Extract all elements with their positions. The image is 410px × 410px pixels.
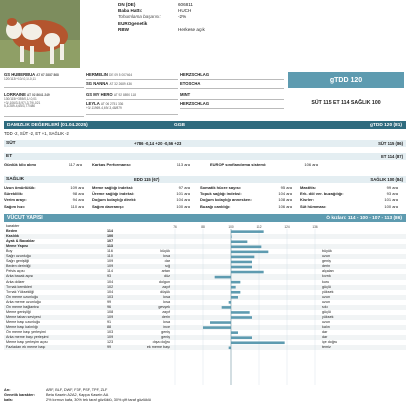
section-saglik — [4, 176, 406, 183]
trait-right-label: sıkı — [322, 304, 328, 309]
trait-bar — [215, 276, 231, 279]
saglik-item — [92, 197, 192, 202]
trait-value: 104 — [107, 279, 114, 284]
trait-bar — [229, 347, 231, 350]
trait-left-label: düz — [164, 274, 170, 279]
saglik-item — [200, 197, 294, 202]
saglik-item — [200, 204, 294, 209]
section-saglik-title: SAĞLIK — [6, 177, 25, 182]
saglik-item-label: Üreme sağlığı indeksi: — [92, 191, 135, 197]
trait-right-label: temiz — [322, 345, 331, 350]
saglik-item-value: 94 ara — [72, 197, 84, 203]
saglik-item-value: 106 ara — [278, 203, 292, 209]
pedigree-mgs: GS MY HERO AT 92 8890 118 — [86, 92, 178, 100]
breeding-values-bar — [4, 121, 406, 129]
trait-left-label: kısa — [163, 254, 170, 259]
trait-bar — [231, 246, 261, 249]
footer-label: kafa: — [4, 398, 13, 403]
trait-value: 108 — [107, 309, 114, 314]
saglik-item-label: Topuk sağlığı indeksi: — [200, 191, 242, 197]
tick-label: 136 — [312, 224, 318, 229]
index-summary: SÜT 115 ET 114 SAĞLIK 100 — [311, 100, 381, 106]
info-value: Herkese açık — [178, 26, 205, 32]
trait-left-label: gevşek — [158, 304, 170, 309]
section-et-index: ET 114 (87) — [381, 154, 403, 159]
saglik-item — [200, 185, 294, 190]
breeding-values-mid: GGB — [174, 122, 185, 128]
trait-bar — [231, 261, 252, 264]
breeding-values-title: DAMIZLIK DEĞERLERİ (01.04.2025) — [7, 122, 88, 128]
pedigree-gd-sire: SG NANNA AT 32 2689 436 — [86, 81, 178, 89]
saglik-item — [300, 191, 400, 196]
saglik-item — [4, 185, 86, 190]
trait-right-label: güçlü — [322, 284, 331, 289]
trait-name: Meme başı kalınlığı — [6, 324, 38, 329]
trait-name: Arka bacak açısı — [6, 274, 34, 279]
saglik-item-label: Uzun ömürlülük: — [4, 185, 36, 190]
tick-label: 124 — [284, 224, 290, 229]
et-item-value: 113 ara — [176, 162, 190, 167]
trait-left-label: derin — [161, 314, 170, 319]
saglik-item-value: 98 ara — [72, 191, 84, 197]
trait-right-label: kuru — [322, 279, 330, 284]
trait-left-label: küçük — [160, 249, 170, 254]
trait-name: Beden derinliği — [6, 264, 31, 269]
saglik-item-value: 100 ara — [384, 203, 398, 209]
footer-value: Beta Kasein A2A2, Kappa Kasein AA — [46, 393, 109, 398]
saglik-item — [4, 204, 86, 209]
trait-left-label: kısa — [163, 319, 170, 324]
trait-right-label: uzun — [322, 294, 330, 299]
info-label: DN (DE) — [118, 2, 136, 7]
trait-name: Sağrı uzunluğu — [6, 254, 31, 259]
trait-bar — [231, 235, 232, 238]
trait-bar — [231, 291, 240, 294]
trait-name: Meme taban seviyesi — [6, 314, 41, 319]
tick-label: 76 — [173, 224, 177, 229]
saglik-item-label: Doğum kolaylığı annesken: — [200, 197, 252, 203]
trait-bar — [231, 230, 264, 233]
trait-bar — [231, 311, 250, 314]
trait-value: 103 — [107, 294, 114, 299]
trait-bar — [231, 316, 252, 319]
bull-photo-image — [0, 0, 80, 68]
trait-name: Boy — [6, 249, 13, 254]
trait-bar-chart — [173, 224, 318, 385]
trait-bar — [231, 240, 247, 243]
bull-info — [118, 2, 318, 33]
trait-header-label: karakter — [6, 224, 20, 228]
trait-bar — [231, 251, 268, 254]
trait-value: 110 — [107, 254, 113, 259]
pedigree-gs-left: GS HUBERBUA AT 67 2887 868 120/113/+10/-0,1/-0,11 — [4, 72, 84, 88]
trait-right-label: alçalan — [322, 269, 334, 274]
pedigree-mgd: LEYLA AT 06 2751 336 +3/-11969-4,69/-3,48/879 — [86, 101, 178, 115]
trait-bar — [231, 271, 264, 274]
et-item-label: Günlük kilo alımı — [4, 162, 37, 167]
saglik-item — [92, 185, 192, 190]
pedigree-sire-breed: HERZSCHLAG — [180, 72, 284, 80]
trait-left-label: zayıf — [162, 284, 170, 289]
pedigree — [0, 72, 410, 118]
footer-value: 2% kırmızı kafa, 30% tek taraf gözlüklü, 30% çift taraf gözlüklü — [46, 398, 151, 403]
trait-value: 109 — [107, 264, 114, 269]
et-item-label: Karkas Performansı: — [92, 162, 132, 167]
gtdd-badge: gTDD 120 — [288, 72, 404, 88]
trait-left-label: ince — [163, 324, 170, 329]
info-label: RBW — [118, 26, 129, 32]
trait-right-label: büyük — [322, 249, 332, 254]
trait-name: Fazladan ek meme başı — [6, 345, 46, 350]
trait-left-label: kısa — [163, 299, 170, 304]
trait-value: 104 — [107, 289, 114, 294]
trait-name: Meme başı uzunluğu — [6, 319, 41, 324]
section-vucut-title: VÜCUT YAPISI — [7, 215, 43, 221]
trait-name: Arka meme uzunluğu — [6, 299, 41, 304]
section-saglik-index: SAĞLIK 100 (84) — [370, 177, 403, 182]
et-item — [92, 162, 192, 167]
trait-right-label: kalın — [322, 324, 330, 329]
trait-bar — [210, 321, 231, 324]
trait-value: 113 — [107, 244, 113, 249]
saglik-item-value: 95 ara — [280, 185, 292, 190]
trait-right-label: geniş — [322, 259, 331, 264]
trait-left-label: geniş — [161, 329, 170, 334]
trait-name: Ön meme uzunluğu — [6, 294, 39, 299]
pedigree-gd-sire-breed: ETOSCHA — [180, 81, 284, 89]
header-area — [0, 0, 410, 68]
trait-right-label: dar — [322, 329, 328, 334]
saglik-item-label: Erk. döl ver. buzağılığı: — [300, 191, 344, 197]
saglik-item-value: 110 ara — [70, 203, 84, 209]
trait-right-label: güçlü — [322, 309, 331, 314]
saglik-item — [4, 191, 86, 196]
trait-value: 99 — [107, 299, 112, 304]
saglik-item-value: 108 ara — [278, 197, 292, 203]
trait-value: 114 — [107, 229, 113, 234]
tick-label: 112 — [256, 224, 262, 229]
trait-name: Meme genişliği — [6, 309, 31, 314]
trait-name: Tırnak Yüksekliği — [6, 289, 35, 294]
pedigree-mgd-breed: HERZSCHLAG — [180, 101, 284, 109]
trait-name: Arka meme başı yerleşimi — [6, 335, 49, 340]
trait-left-label: ek meme başı — [146, 345, 170, 350]
saglik-item-label: Süreklilik: — [4, 191, 24, 197]
saglik-item — [4, 197, 86, 202]
trait-name: Pelvis açısı — [6, 269, 25, 274]
trait-bar — [231, 256, 254, 259]
trait-bar — [231, 296, 238, 299]
info-label: Tohumlama başarısı: — [118, 14, 161, 20]
saglik-item-label: Buzağı canlılığı: — [200, 203, 231, 209]
trait-name: Ön meme başı yerleşimi — [6, 329, 46, 334]
info-value: HUCH — [178, 8, 192, 14]
saglik-item-value: 104 ara — [278, 191, 292, 197]
saglik-item — [300, 197, 400, 202]
trait-value: 123 — [107, 340, 114, 345]
saglik-item-label: Somatik hücre sayısı: — [200, 185, 242, 190]
saglik-item-value: 101 ara — [176, 191, 190, 197]
trait-name: Ayak & Bacaklar — [6, 239, 35, 244]
trait-name: Beden — [6, 229, 18, 234]
saglik-item-label: Süt hümması: — [300, 203, 327, 209]
breeding-values-gtdd: gTDD 120 (81) — [370, 122, 402, 128]
et-item-value: 117 ara — [68, 162, 82, 167]
saglik-item-label: Sağım davranışı: — [92, 203, 125, 209]
trait-left-label: kısa — [163, 294, 170, 299]
saglik-item-label: Doğum kolaylığı direkt: — [92, 197, 137, 203]
saglik-item-label: Meme sağlığı indeksi: — [92, 185, 134, 190]
trait-left-label: artan — [161, 269, 170, 274]
footer — [4, 388, 406, 404]
tick-label: 100 — [228, 224, 234, 229]
trait-name: Meme Yapısı — [6, 244, 29, 249]
trait-value: 88 — [107, 324, 112, 329]
info-value: -2% — [178, 14, 187, 20]
trait-right-label: yüksek — [322, 314, 334, 319]
et-item — [4, 162, 84, 167]
section-et — [4, 153, 406, 160]
trait-left-label: dışa doğru — [152, 340, 170, 345]
et-item-value: 106 ara — [304, 162, 318, 167]
footer-row — [4, 398, 406, 403]
et-item-label: EUROP sınıflandırma sistemi: — [210, 162, 267, 167]
section-saglik-mid: EDD 115 (67) — [134, 177, 160, 182]
trait-right-label: yüksek — [322, 289, 334, 294]
trait-bar — [231, 266, 252, 269]
trait-value: 96 — [107, 304, 112, 309]
saglik-item-value: 101 ara — [384, 197, 398, 203]
saglik-item-value: 93 ara — [386, 191, 398, 197]
trait-bar — [231, 336, 252, 339]
trait-value: 107 — [107, 239, 114, 244]
footer-label: Arı: — [4, 388, 11, 392]
trait-value: 91 — [107, 319, 112, 324]
trait-value: 109 — [107, 314, 114, 319]
pedigree-dam: LORRAINE AT 02 8641 249 130/115/+355/0,1/-0,01 +3/-106/3-5,97/-3,79/-021 5,1/289-4,65/3,77/480 — [4, 92, 84, 117]
info-label: Baba Hattı: — [118, 8, 143, 14]
trait-left-label: sığ — [165, 264, 170, 269]
saglik-item — [92, 191, 192, 196]
saglik-item-label: Kisrler: — [300, 197, 315, 203]
info-row — [118, 27, 318, 33]
saglik-item — [92, 204, 192, 209]
trait-right-label: kıvrık — [322, 274, 331, 279]
section-sut-title: SÜT — [6, 141, 16, 146]
trait-value: 102 — [107, 284, 114, 289]
saglik-item-label: Sağım hızı: — [4, 203, 26, 209]
trait-right-label: uzun — [322, 254, 330, 259]
trait-right-label: dar — [322, 335, 328, 340]
saglik-item-value: 109 ara — [70, 185, 84, 190]
trait-left-label: dolgun — [158, 279, 170, 284]
trait-name: Arka ddizer — [6, 279, 25, 284]
trait-bar — [231, 341, 285, 344]
trait-bar — [229, 301, 231, 304]
tick-label: 88 — [201, 224, 205, 229]
bull-photo — [0, 0, 80, 68]
trait-left-label: geniş — [161, 335, 170, 340]
info-value: 606811 — [178, 2, 193, 7]
pedigree-sire: HERMELIN DE 09 5 007464 — [86, 72, 178, 80]
trait-right-label: içe doğru — [322, 340, 338, 345]
trait-right-label: uzun — [322, 299, 330, 304]
trait-value: 109 — [107, 259, 114, 264]
trait-left-label: zayıf — [162, 309, 170, 314]
trait-value: 100 — [107, 234, 114, 239]
saglik-item-value: 100 ara — [176, 203, 190, 209]
trait-value: 99 — [107, 345, 112, 350]
trait-name: Sağrı genişliği — [6, 259, 30, 264]
trait-right-label: uzun — [322, 319, 330, 324]
trait-name: Tırnak kemikleri — [6, 284, 33, 289]
saglik-item-value: 104 ara — [176, 197, 190, 203]
saglik-item — [300, 185, 400, 190]
tdd-line: TDD -2, SÜT -2, ET +1, SAĞLIK -2 — [4, 131, 69, 136]
trait-bar — [231, 331, 238, 334]
footer-value: ARF, BLF, DWF, F3F, PSF, TPF, ZLF — [46, 388, 108, 392]
saglik-item-value: 99 ara — [386, 185, 398, 190]
section-sut — [4, 140, 406, 147]
trait-bar — [222, 306, 231, 309]
section-sut-values: +786 -0,14 +20 -0,56 +23 — [134, 141, 182, 146]
saglik-item-value: 97 ara — [178, 185, 190, 190]
section-sut-index: SÜT 115 (86) — [378, 141, 403, 146]
trait-name: Kaslılık — [6, 234, 19, 239]
section-vucut — [4, 214, 406, 222]
trait-value: 109 — [107, 335, 114, 340]
saglik-item-label: Verim arayı: — [4, 197, 27, 203]
section-et-title: ET — [6, 154, 13, 159]
pedigree-mgs-breed: MINT — [180, 92, 284, 100]
trait-bar — [203, 326, 231, 329]
trait-value: 114 — [107, 269, 113, 274]
trait-name: Ön meme bağlantısı — [6, 304, 40, 309]
saglik-item — [200, 191, 294, 196]
saglik-item — [300, 204, 400, 209]
trait-value: 103 — [107, 329, 114, 334]
trait-value: 116 — [107, 249, 113, 254]
trait-right-label: derin — [322, 264, 331, 269]
footer-label: Genetik karakter: — [4, 393, 36, 398]
trait-left-label: dar — [164, 259, 170, 264]
trait-name: Meme başı yerleşim açısı — [6, 340, 48, 345]
trait-bar — [231, 286, 236, 289]
section-vucut-index: Ö kızları: 114 - 100 - 107 - 113 (86) — [326, 215, 402, 221]
trait-value: 93 — [107, 274, 112, 279]
saglik-item-label: Mastitis: — [300, 185, 317, 190]
et-item — [210, 162, 320, 167]
info-label: EUROgenetik — [118, 20, 148, 26]
trait-bar — [231, 281, 240, 284]
trait-left-label: düşük — [160, 289, 170, 294]
